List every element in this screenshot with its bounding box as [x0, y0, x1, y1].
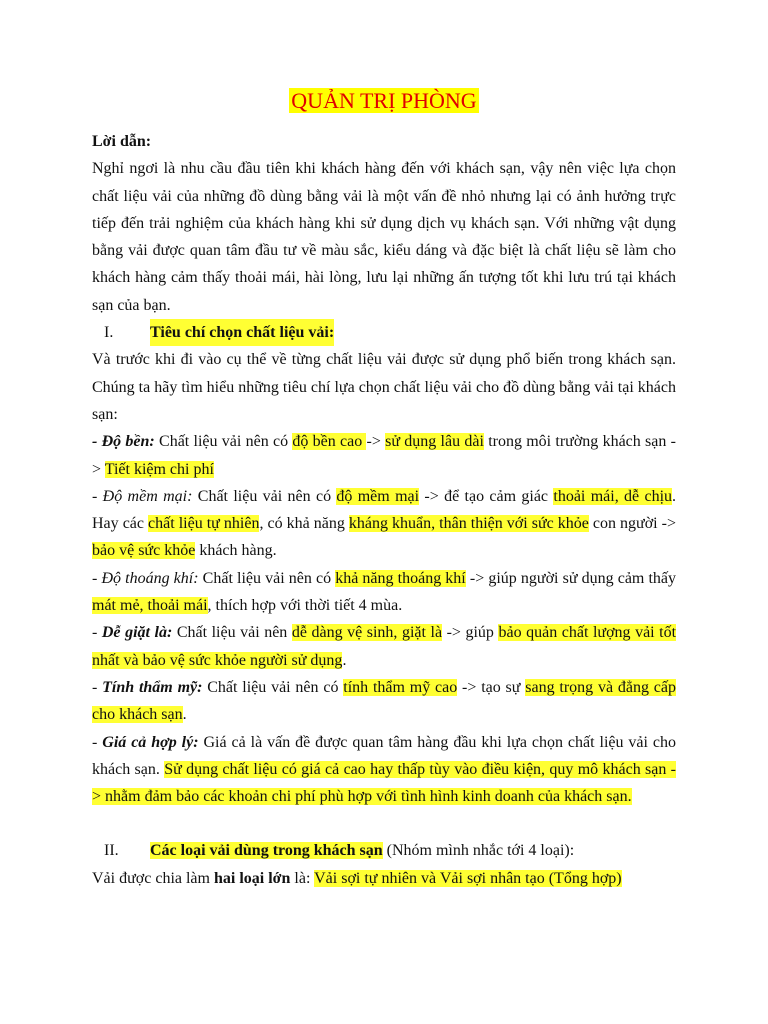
section-1-number: I.: [104, 324, 114, 342]
section-2-number: II.: [104, 842, 119, 860]
section-1-title: Tiêu chí chọn chất liệu vải:: [150, 319, 334, 346]
section-2-note: (Nhóm mình nhắc tới 4 loại):: [382, 842, 575, 860]
section-1-heading: [92, 319, 676, 346]
section-1-intro: Và trước khi đi vào cụ thể về từng chất liệu vải được sử dụng phổ biến trong khách sạn. Chúng ta hãy tìm hiểu những tiêu chí lựa chọn chất liệu vải cho đồ dùng bằng vải tại khách sạn:: [92, 351, 676, 423]
intro-label: Lời dẫn:: [92, 133, 152, 150]
section-2-heading: [92, 837, 676, 864]
section-2-line: Vải được chia làm hai loại lớn là: Vải sợi tự nhiên và Vải sợi nhân tạo (Tổng hợp): [92, 869, 622, 887]
criterion-washability: - Dễ giặt là: Chất liệu vải nên dễ dàng vệ sinh, giặt là -> giúp bảo quản chất lượng vải tốt nhất và bảo vệ sức khỏe người sử dụng.: [92, 624, 677, 669]
blank-line: [92, 810, 676, 837]
intro-paragraph: Nghỉ ngơi là nhu cầu đầu tiên khi khách hàng đến với khách sạn, vậy nên việc lựa chọn chất liệu vải của những đồ dùng bằng vải là một vấn đề nhỏ nhưng lại có ảnh hưởng trực tiếp đến trải nghiệm của khách hàng khi sử dụng dịch vụ khách sạn. Với những vật dụng bằng vải được quan tâm đầu tư về màu sắc, kiểu dáng và đặc biệt là chất liệu sẽ làm cho khách hàng cảm thấy thoải mái, hài lòng, lưu lại những ấn tượng tốt khi lưu trú tại khách sạn của bạn.: [92, 160, 676, 314]
document-title: QUẢN TRỊ PHÒNG: [291, 88, 477, 113]
criterion-durability: - Độ bền: Chất liệu vải nên có độ bền cao -> sử dụng lâu dài trong môi trường khách sạn -> Tiết kiệm chi phí: [92, 433, 676, 478]
criterion-breathability: - Độ thoáng khí: Chất liệu vải nên có khả năng thoáng khí -> giúp người sử dụng cảm thấy mát mẻ, thoải mái, thích hợp với thời tiết 4 mùa.: [92, 569, 677, 615]
criterion-price: - Giá cả hợp lý: Giá cả là vấn đề được quan tâm hàng đầu khi lựa chọn chất liệu vải cho khách sạn. Sử dụng chất liệu có giá cả cao hay thấp tùy vào điều kiện, quy mô khách sạn -> nhằm đảm bảo các khoản chi phí phù hợp với tình hình kinh doanh của khách sạn.: [92, 733, 677, 806]
section-2-title: Các loại vải dùng trong khách sạn: [150, 842, 383, 860]
criterion-aesthetics: - Tính thẩm mỹ: Chất liệu vải nên có tính thẩm mỹ cao -> tạo sự sang trọng và đẳng cấp cho khách sạn.: [92, 678, 676, 724]
criterion-softness: - Độ mềm mại: Chất liệu vải nên có độ mềm mại -> để tạo cảm giác thoải mái, dễ chịu. Hay các chất liệu tự nhiên, có khả năng kháng khuẩn, thân thiện với sức khỏe con người -> bảo vệ sức khỏe khách hàng.: [92, 487, 677, 560]
